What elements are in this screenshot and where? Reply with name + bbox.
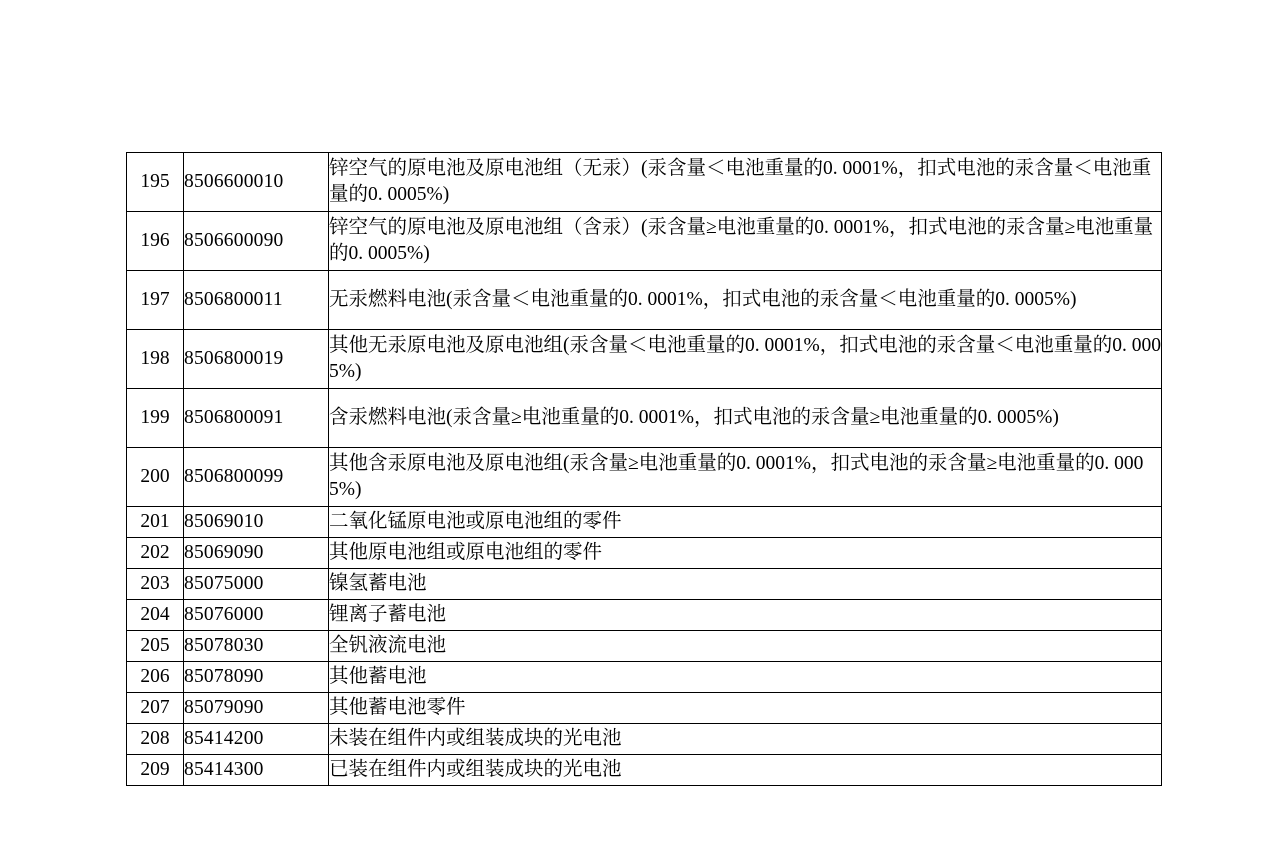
- commodity-description-cell: [329, 212, 1162, 271]
- table-row: [127, 448, 1162, 507]
- commodity-description-text: 其他含汞原电池及原电池组(汞含量≥电池重量的0. 0001%，扣式电池的汞含量≥电池重量的0. 0005%): [329, 452, 1144, 500]
- commodity-description-text: 其他无汞原电池及原电池组(汞含量＜电池重量的0. 0001%，扣式电池的汞含量＜电池重量的0. 0005%): [329, 334, 1161, 382]
- commodity-description-cell: [329, 662, 1162, 693]
- commodity-code-cell: 85076000: [184, 600, 329, 631]
- table-row: [127, 755, 1162, 786]
- commodity-code-cell: 8506600010: [184, 153, 329, 212]
- table-row: [127, 538, 1162, 569]
- row-number-cell: 196: [127, 212, 184, 271]
- commodity-description-cell: [329, 569, 1162, 600]
- row-number-cell: 201: [127, 507, 184, 538]
- commodity-description-cell: [329, 507, 1162, 538]
- commodity-description-text: 含汞燃料电池(汞含量≥电池重量的0. 0001%，扣式电池的汞含量≥电池重量的0. 0005%): [329, 406, 1059, 428]
- row-number-cell: 208: [127, 724, 184, 755]
- row-number-cell: 200: [127, 448, 184, 507]
- commodity-description-text: 镍氢蓄电池: [329, 572, 427, 594]
- commodity-description-cell: [329, 271, 1162, 330]
- commodity-description-cell: [329, 330, 1162, 389]
- row-number-cell: 199: [127, 389, 184, 448]
- commodity-code-cell: 85069010: [184, 507, 329, 538]
- commodity-description-cell: [329, 389, 1162, 448]
- commodity-description-text: 无汞燃料电池(汞含量＜电池重量的0. 0001%，扣式电池的汞含量＜电池重量的0. 0005%): [329, 288, 1077, 310]
- commodity-description-text: 二氧化锰原电池或原电池组的零件: [329, 510, 622, 532]
- table-row: [127, 330, 1162, 389]
- table-body: [127, 153, 1162, 786]
- commodity-description-cell: [329, 693, 1162, 724]
- table-row: [127, 569, 1162, 600]
- commodity-code-cell: 85069090: [184, 538, 329, 569]
- row-number-cell: 202: [127, 538, 184, 569]
- commodity-description-cell: [329, 631, 1162, 662]
- row-number-cell: 205: [127, 631, 184, 662]
- commodity-code-table-wrapper: [126, 152, 1161, 786]
- commodity-description-text: 锌空气的原电池及原电池组（含汞）(汞含量≥电池重量的0. 0001%，扣式电池的汞含量≥电池重量的0. 0005%): [329, 216, 1154, 264]
- commodity-description-cell: [329, 755, 1162, 786]
- table-row: [127, 600, 1162, 631]
- table-row: [127, 212, 1162, 271]
- commodity-description-text: 其他蓄电池: [329, 665, 427, 687]
- table-row: [127, 389, 1162, 448]
- commodity-description-text: 全钒液流电池: [329, 634, 447, 656]
- commodity-description-text: 其他原电池组或原电池组的零件: [329, 541, 603, 563]
- commodity-code-cell: 85078030: [184, 631, 329, 662]
- commodity-code-cell: 85075000: [184, 569, 329, 600]
- row-number-cell: 203: [127, 569, 184, 600]
- row-number-cell: 195: [127, 153, 184, 212]
- table-row: [127, 271, 1162, 330]
- table-row: [127, 153, 1162, 212]
- commodity-code-cell: 85078090: [184, 662, 329, 693]
- commodity-description-cell: [329, 538, 1162, 569]
- commodity-code-cell: 85414200: [184, 724, 329, 755]
- commodity-description-text: 其他蓄电池零件: [329, 696, 466, 718]
- commodity-description-text: 锌空气的原电池及原电池组（无汞）(汞含量＜电池重量的0. 0001%，扣式电池的汞含量＜电池重量的0. 0005%): [329, 157, 1152, 205]
- row-number-cell: 197: [127, 271, 184, 330]
- commodity-code-cell: 8506800011: [184, 271, 329, 330]
- commodity-code-cell: 8506800019: [184, 330, 329, 389]
- table-row: [127, 631, 1162, 662]
- commodity-code-table: [126, 152, 1162, 786]
- commodity-code-cell: 85079090: [184, 693, 329, 724]
- commodity-description-text: 锂离子蓄电池: [329, 603, 447, 625]
- table-row: [127, 724, 1162, 755]
- commodity-code-cell: 85414300: [184, 755, 329, 786]
- commodity-code-cell: 8506600090: [184, 212, 329, 271]
- row-number-cell: 209: [127, 755, 184, 786]
- row-number-cell: 206: [127, 662, 184, 693]
- commodity-description-cell: [329, 600, 1162, 631]
- commodity-description-cell: [329, 724, 1162, 755]
- table-row: [127, 507, 1162, 538]
- table-row: [127, 693, 1162, 724]
- commodity-description-cell: [329, 153, 1162, 212]
- row-number-cell: 198: [127, 330, 184, 389]
- row-number-cell: 204: [127, 600, 184, 631]
- commodity-description-cell: [329, 448, 1162, 507]
- commodity-code-cell: 8506800099: [184, 448, 329, 507]
- commodity-code-cell: 8506800091: [184, 389, 329, 448]
- commodity-description-text: 未装在组件内或组装成块的光电池: [329, 727, 622, 749]
- table-row: [127, 662, 1162, 693]
- commodity-description-text: 已装在组件内或组装成块的光电池: [329, 758, 622, 780]
- row-number-cell: 207: [127, 693, 184, 724]
